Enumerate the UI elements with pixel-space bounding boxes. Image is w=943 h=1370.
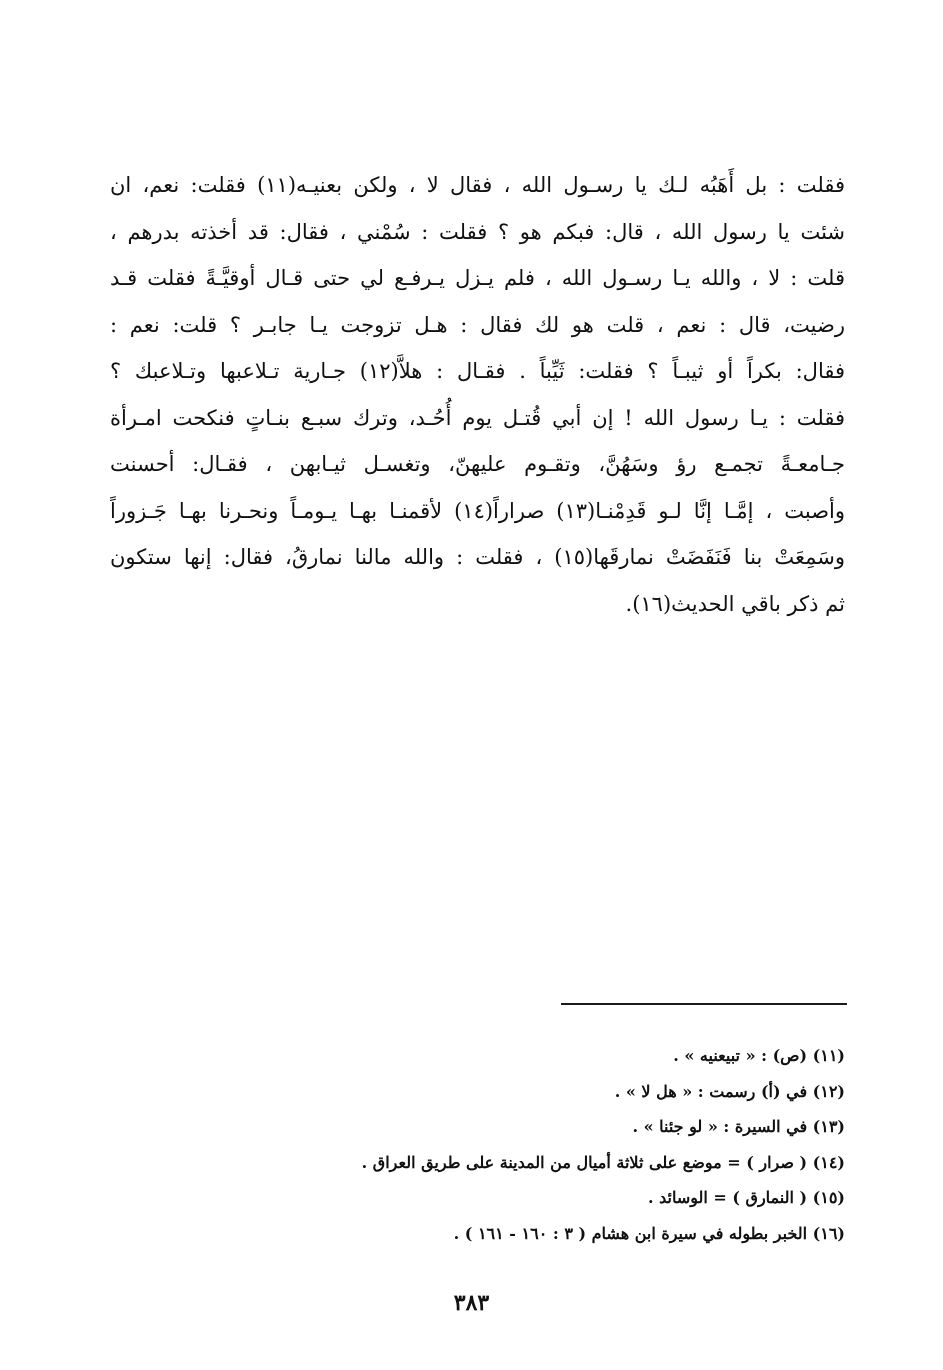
text-line: قلت : لا ، والله يـا رسـول الله ، فلم يـزل يـرفـع لي حتى قـال أوقيَّـةً فقلت قـد — [110, 266, 845, 290]
footnote: (١٥) ( النمارق ) = الوسائد . — [647, 1188, 845, 1207]
footnote: (١١) (ص) : « تبيعنيه » . — [673, 1046, 845, 1065]
text-line: جـامعـةً تجمـع رؤ وسَهُنَّ، وتقـوم عليهنّ، وتغسـل ثيـابهن ، فقـال: أحسنت — [110, 452, 845, 476]
footnote: (١٣) في السيرة : « لو جئنا » . — [632, 1117, 845, 1136]
text-line: شئت يا رسول الله ، قال: فبكم هو ؟ فقلت : سُمْني ، فقال: قد أخذته بدرهم ، — [110, 219, 845, 244]
text-line: فقال: بكراً أو ثيبـاً ؟ فقلت: ثَيِّباً . فقـال : هلاَّ(١٢) جـارية تـلاعبها وتـلاعبك ؟ — [110, 359, 845, 383]
page-number: ٣٨٣ — [453, 1290, 490, 1316]
text-line: رضيت، قال : نعم ، قلت هو لك فقال : هـل تزوجت يـا جابـر ؟ قلت: نعم : — [110, 312, 845, 337]
text-line: وسَمِعَتْ بنا فَنَفَضَتْ نمارقَها(١٥) ، فقلت : والله مالنا نمارقُ، فقال: إنها ستكون — [110, 545, 845, 569]
footnote-separator — [561, 1003, 847, 1005]
text-line: وأصبت ، إمَّـا إنَّا لـو قَدِمْنـا(١٣) صراراً(١٤) لأقمنـا بهـا يـومـاً ونحـرنا بهـا جَـزوراً — [110, 498, 845, 523]
main-text-block — [110, 162, 845, 627]
text-line: فقلت : بل أَهَبُه لـك يا رسـول الله ، فقال لا ، ولكن بعنيـه(١١) فقلت: نعم، ان — [110, 173, 845, 197]
text-line: فقلت : يـا رسول الله ! إن أبي قُتـل يوم أُحُـد، وترك سبـع بنـاتٍ فنكحت امـرأة — [110, 405, 845, 430]
text-line: ثم ذكر باقي الحديث(١٦). — [625, 591, 845, 616]
footnotes-block — [245, 1038, 845, 1251]
footnote: (١٦) الخبر بطوله في سيرة ابن هشام ( ٣ : ١٦٠ - ١٦١ ) . — [453, 1223, 845, 1243]
footnote: (١٤) ( صرار ) = موضع على ثلاثة أميال من المدينة على طريق العراق . — [361, 1152, 845, 1172]
footnote: (١٢) في (أ) رسمت : « هل لا » . — [614, 1081, 845, 1101]
